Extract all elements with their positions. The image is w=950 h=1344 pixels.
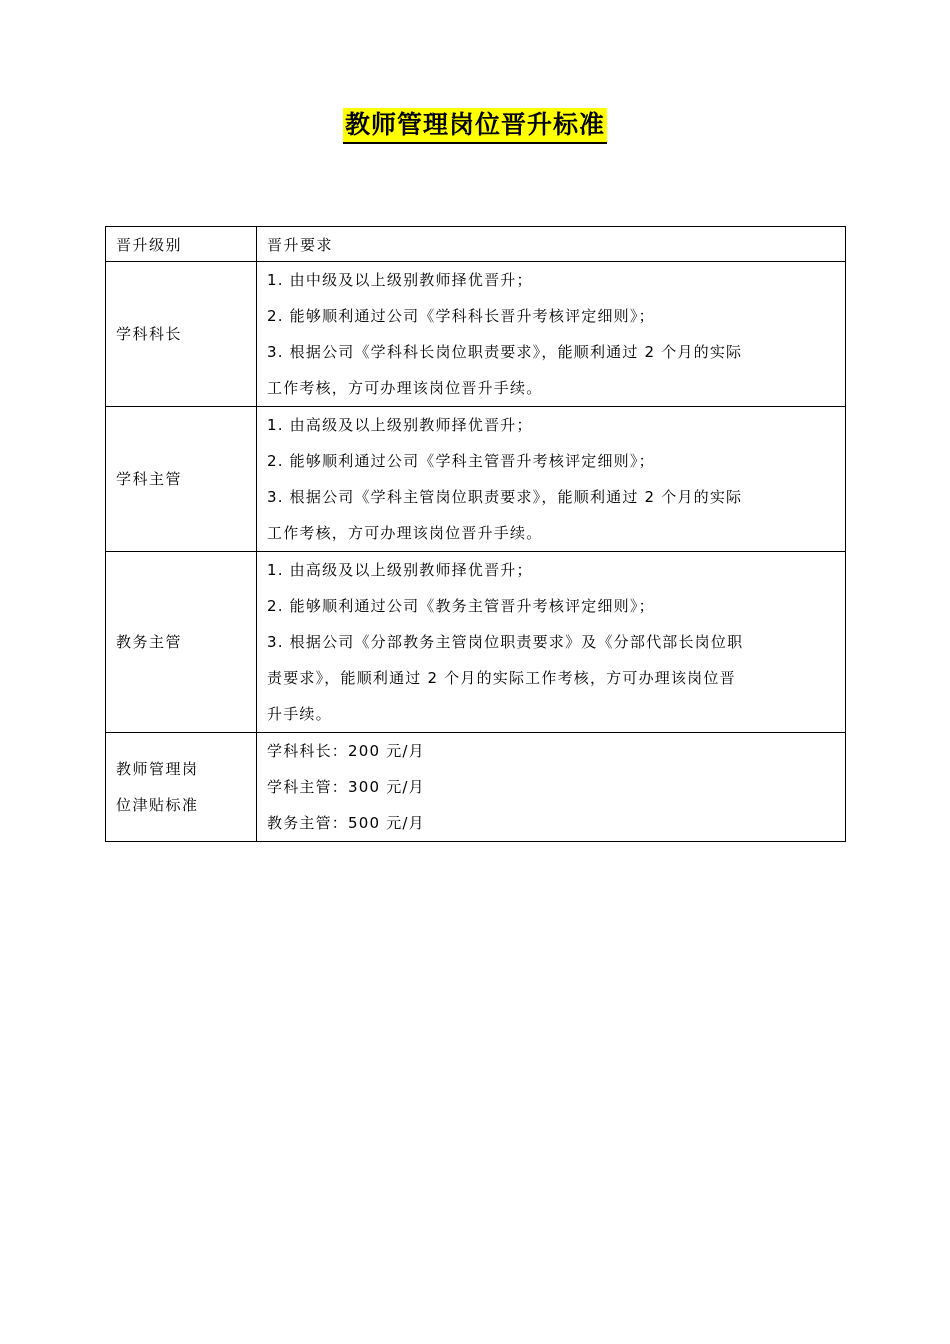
- level-cell: 教务主管: [106, 552, 257, 733]
- requirement-line: 1. 由中级及以上级别教师择优晋升；: [267, 271, 533, 289]
- level-cell: 学科科长: [106, 262, 257, 407]
- table-row: [106, 552, 846, 733]
- table-header-row: [106, 227, 846, 262]
- allowance-item: 教务主管：500 元/月: [267, 814, 425, 832]
- requirement-line: 3. 根据公司《学科科长岗位职责要求》，能顺利通过 2 个月的实际: [267, 343, 743, 361]
- allowance-item: 学科科长：200 元/月: [267, 742, 425, 760]
- requirements-cell: [257, 407, 846, 552]
- table-row: [106, 407, 846, 552]
- requirement-line: 2. 能够顺利通过公司《学科主管晋升考核评定细则》；: [267, 452, 655, 470]
- allowance-label-line: 位津贴标准: [116, 796, 199, 814]
- requirements-cell: [257, 552, 846, 733]
- table-row: [106, 262, 846, 407]
- requirements-cell: [257, 262, 846, 407]
- promotion-standards-table: [105, 226, 846, 842]
- requirement-line: 2. 能够顺利通过公司《学科科长晋升考核评定细则》；: [267, 307, 655, 325]
- requirement-line: 1. 由高级及以上级别教师择优晋升；: [267, 561, 533, 579]
- requirement-line: 3. 根据公司《学科主管岗位职责要求》，能顺利通过 2 个月的实际: [267, 488, 743, 506]
- requirement-line: 2. 能够顺利通过公司《教务主管晋升考核评定细则》；: [267, 597, 655, 615]
- requirement-line: 升手续。: [267, 705, 332, 723]
- requirement-line: 3. 根据公司《分部教务主管岗位职责要求》及《分部代部长岗位职: [267, 633, 744, 651]
- requirement-line: 工作考核，方可办理该岗位晋升手续。: [267, 524, 543, 542]
- allowance-item: 学科主管：300 元/月: [267, 778, 425, 796]
- requirement-line: 1. 由高级及以上级别教师择优晋升；: [267, 416, 533, 434]
- level-cell: 学科主管: [106, 407, 257, 552]
- page-title: 教师管理岗位晋升标准: [343, 108, 607, 144]
- allowance-label-line: 教师管理岗: [116, 760, 199, 778]
- allowance-items-cell: [257, 733, 846, 842]
- allowance-label-cell: [106, 733, 257, 842]
- header-level: 晋升级别: [106, 227, 257, 262]
- title-wrap: [0, 108, 950, 144]
- header-requirements: 晋升要求: [257, 227, 846, 262]
- requirement-line: 工作考核，方可办理该岗位晋升手续。: [267, 379, 543, 397]
- allowance-row: [106, 733, 846, 842]
- requirement-line: 责要求》，能顺利通过 2 个月的实际工作考核，方可办理该岗位晋: [267, 669, 736, 687]
